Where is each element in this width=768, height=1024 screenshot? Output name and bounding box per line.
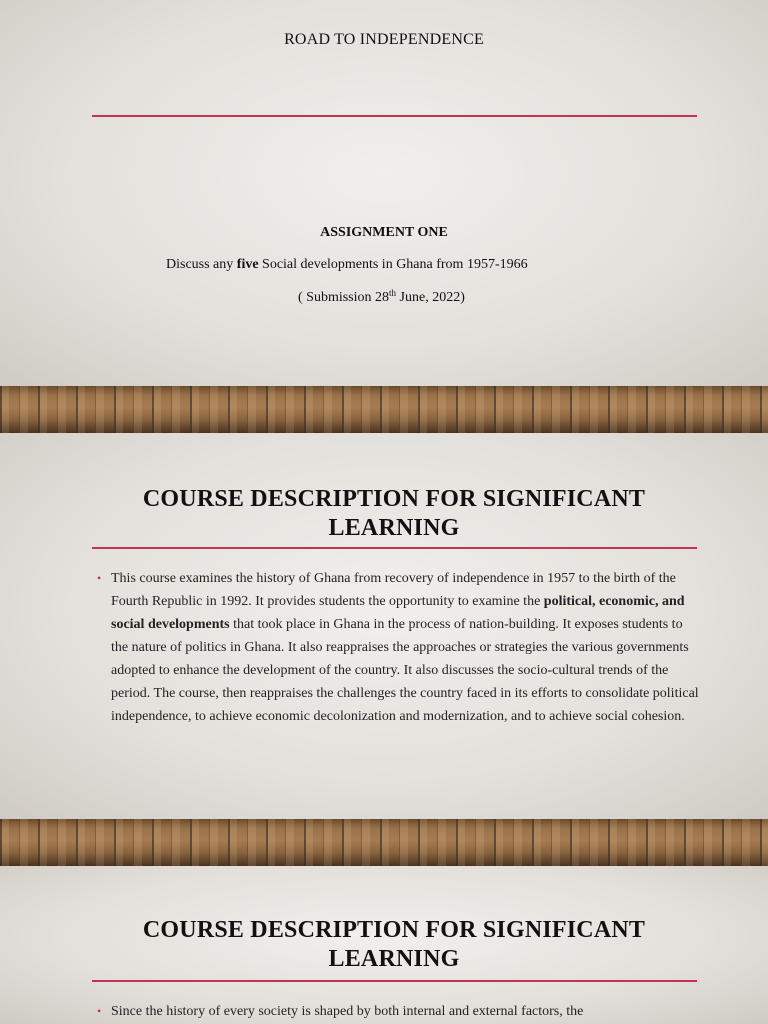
title-line-1: COURSE DESCRIPTION FOR SIGNIFICANT — [142, 917, 646, 943]
course-description-bullet — [97, 1000, 701, 1023]
title-line-1: COURSE DESCRIPTION FOR SIGNIFICANT — [142, 486, 646, 512]
assignment-task — [166, 257, 528, 273]
task-emphasis: five — [236, 257, 259, 272]
bullet-text-part2: that took place in Ghana in the process of nation-building. It exposes students to the nature of politics in Ghana. It also reappraises the approaches or strategies the various governments adopted to enhance the development of the country. It also discusses the socio-cultural trends of the period. The course, then reappraises the challenges the country faced in its efforts to consolidate political independence, to achieve economic decolonization and modernization, and to achieve social cohesion. — [111, 617, 699, 724]
slide-title-heading: ROAD TO INDEPENDENCE — [284, 31, 484, 48]
submission-suffix: June, 2022) — [399, 290, 465, 305]
submission-prefix: ( Submission 28 — [298, 290, 390, 305]
task-suffix: Social developments in Ghana from 1957-1966 — [262, 257, 528, 272]
slide-title — [0, 0, 768, 386]
bullet-text-bold: political, economic, and social developments — [111, 594, 685, 632]
title-divider — [92, 547, 697, 549]
bullet-text-part1: This course examines the history of Ghana from recovery of independence in 1957 to the birth of the Fourth Republic in 1992. It provides students the opportunity to examine the — [111, 571, 676, 609]
bullet-text: Since the history of every society is shaped by both internal and external factors, the — [111, 1004, 584, 1019]
title-divider — [92, 115, 697, 117]
course-description-bullet — [97, 567, 701, 728]
title-line-2: LEARNING — [328, 515, 460, 541]
course-description-title — [60, 485, 728, 543]
submission-ordinal: th — [389, 288, 397, 298]
title-divider — [92, 980, 697, 982]
slide-course-description — [0, 433, 768, 819]
wood-floor-band — [0, 386, 768, 433]
course-description-title — [60, 916, 728, 974]
title-line-2: LEARNING — [328, 946, 460, 972]
wood-floor-band — [0, 819, 768, 866]
submission-date — [298, 288, 465, 306]
slide-course-description-continued — [0, 866, 768, 1024]
task-prefix: Discuss any — [166, 257, 234, 272]
bullet-marker: • — [97, 571, 102, 585]
bullet-marker: • — [97, 1004, 102, 1018]
assignment-heading: ASSIGNMENT ONE — [320, 225, 448, 240]
